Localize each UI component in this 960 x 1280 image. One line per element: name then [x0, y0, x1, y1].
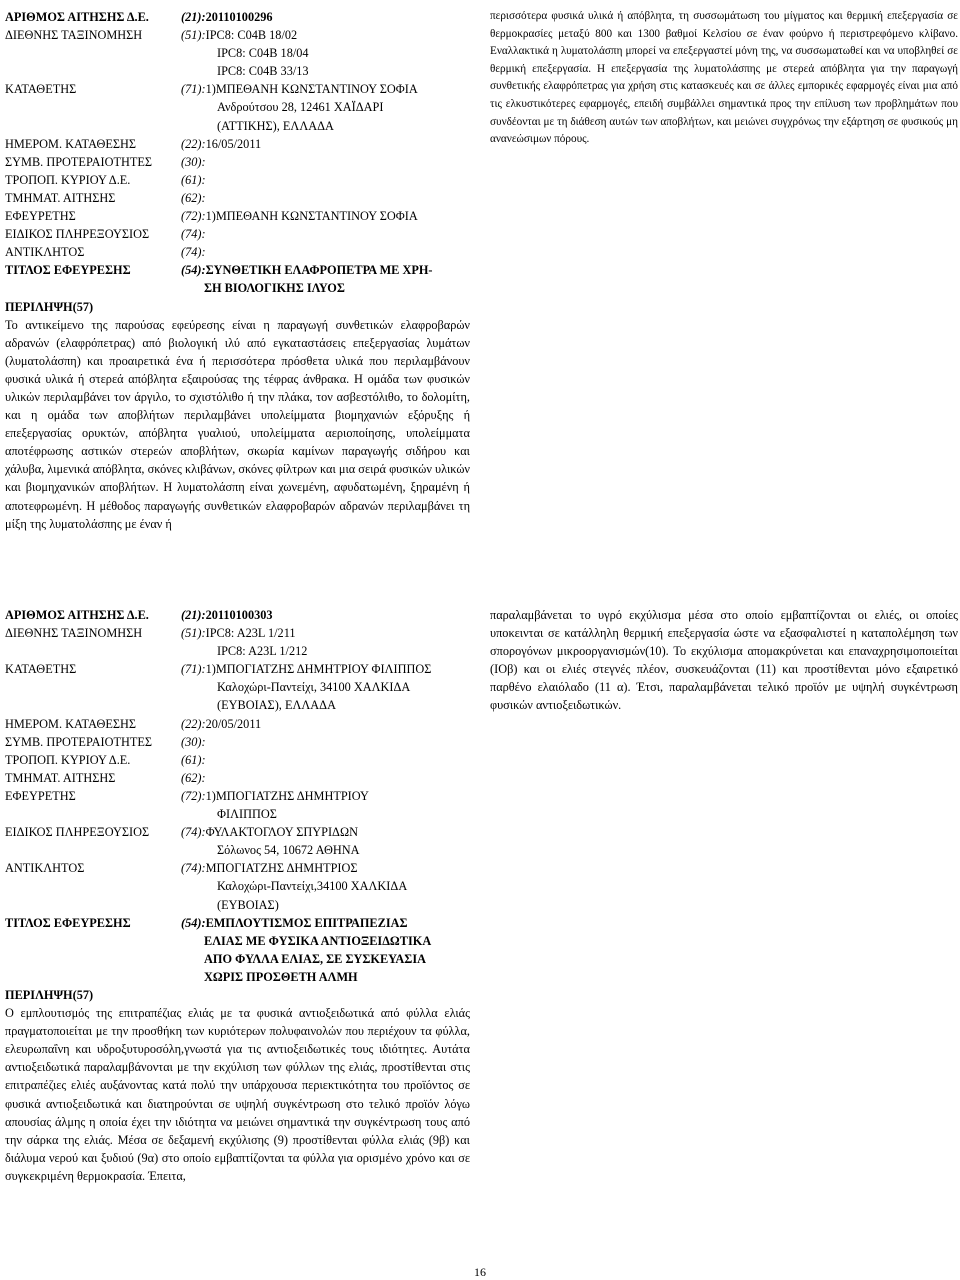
field-continuation: [5, 678, 470, 696]
field-code: (21):: [181, 10, 206, 24]
page-number: 16: [474, 1265, 486, 1279]
field-continuation: [5, 117, 470, 135]
field-row: [5, 207, 470, 225]
field-label: [5, 98, 181, 116]
field-continuation: [5, 896, 470, 914]
invention-title-continued: ΑΠΟ ΦΥΛΛΑ ΕΛΙΑΣ, ΣΕ ΣΥΣΚΕΥΑΣΙΑ: [204, 951, 426, 966]
field-row: [5, 80, 470, 98]
field-row: [5, 733, 470, 751]
field-label: ΣΥΜΒ. ΠΡΟΤΕΡΑΙΟΤΗΤΕΣ: [5, 154, 153, 169]
field-label: ΤΡΟΠΟΠ. ΚΥΡΙΟΥ Δ.Ε.: [5, 752, 131, 767]
field-code: (22):: [181, 716, 206, 731]
field-code: (62):: [181, 190, 206, 205]
field-label: [5, 642, 181, 660]
field-label: ΤΙΤΛΟΣ ΕΦΕΥΡΕΣΗΣ: [5, 263, 131, 278]
field-label: ΑΡΙΘΜΟΣ ΑΙΤΗΣΗΣ Δ.Ε.: [5, 10, 149, 24]
abstract-text-continued: παραλαμβάνεται το υγρό εκχύλισμα μέσα στο οποίο εμβαπτίζονται οι ελιές, οι οποίες υποκεινται σε κατάλληλη θερμική επεξεργασία ώστε να εξασφαλιστεί η καταπολέμηση των σπορογόνων μικροοργανισμών(10). Το εκχύλισμα απομακρύνεται και επαναχρησιμοποιείται (ΙΟβ) και οι ελιές στεγνές πλέον, συσκευάζονται (11) και προστίθενται μόνο εξαιρετικό παρθένο ελαιόλαδο (11 α). Έτσι, παραλαμβάνεται τελικό προϊόν με υψηλή συγκέντρωση φυσικών αντιοξειδωτικών.: [490, 608, 958, 713]
field-value: IPC8: A23L 1/212: [217, 644, 308, 659]
field-code: (71):: [181, 82, 206, 97]
field-label: ΤΡΟΠΟΠ. ΚΥΡΙΟΥ Δ.Ε.: [5, 172, 131, 187]
field-code: (51):: [181, 626, 206, 641]
field-label: ΔΙΕΘΝΗΣ ΤΑΞΙΝΟΜΗΣΗ: [5, 28, 143, 43]
field-label: [5, 877, 181, 895]
field-row: [5, 859, 470, 877]
field-code: (54):: [181, 263, 206, 278]
field-code: (30):: [181, 734, 206, 749]
field-row: [5, 26, 470, 44]
field-code: (74):: [181, 825, 206, 840]
field-value: 1)ΜΠΕΘΑΝΗ ΚΩΝΣΤΑΝΤΙΝΟΥ ΣΟΦΙΑ: [205, 209, 418, 224]
field-label: [5, 44, 181, 62]
field-label: ΑΝΤΙΚΛΗΤΟΣ: [5, 861, 85, 876]
field-label: [5, 696, 181, 714]
field-label: ΤΙΤΛΟΣ ΕΦΕΥΡΕΣΗΣ: [5, 915, 131, 930]
field-value: IPC8: C04B 18/04: [217, 46, 309, 61]
field-code: (74):: [181, 861, 206, 876]
field-label: ΚΑΤΑΘΕΤΗΣ: [5, 662, 77, 677]
invention-title-row: [5, 261, 470, 279]
field-label: [5, 805, 181, 823]
abstract-heading: ΠΕΡΙΛΗΨΗ(57): [5, 299, 94, 314]
field-code: (71):: [181, 662, 206, 677]
field-value: IPC8: A23L 1/211: [205, 626, 296, 641]
field-label: [5, 841, 181, 859]
invention-title: ΕΜΠΛΟΥΤΙΣΜΟΣ ΕΠΙΤΡΑΠΕΖΙΑΣ: [205, 915, 408, 930]
field-code: (61):: [181, 172, 206, 187]
field-label: [5, 62, 181, 80]
field-row: [5, 660, 470, 678]
field-continuation: [5, 44, 470, 62]
field-row: [5, 787, 470, 805]
field-value: 20/05/2011: [205, 716, 262, 731]
field-code: (61):: [181, 752, 206, 767]
field-value: 1)ΜΠΟΓΙΑΤΖΗΣ ΔΗΜΗΤΡΙΟΥ: [205, 788, 369, 803]
record-1-bibliographic: [5, 8, 470, 533]
invention-title: ΣΥΝΘΕΤΙΚΗ ΕΛΑΦΡΟΠΕΤΡΑ ΜΕ ΧΡΗ-: [205, 263, 433, 278]
field-continuation: [5, 805, 470, 823]
field-row: [5, 823, 470, 841]
field-row: [5, 606, 470, 624]
field-value: 20110100303: [205, 608, 273, 622]
invention-title-continued: ΕΛΙΑΣ ΜΕ ΦΥΣΙΚΑ ΑΝΤΙΟΞΕΙΔΩΤΙΚΑ: [204, 933, 432, 948]
field-label: ΤΜΗΜΑΤ. ΑΙΤΗΣΗΣ: [5, 770, 116, 785]
field-label: ΑΝΤΙΚΛΗΤΟΣ: [5, 245, 85, 260]
abstract-text: Το αντικείμενο της παρούσας εφεύρεσης είναι η παραγωγή συνθετικών ελαφροβαρών αδρανών (ελαφρόπετρας) από βιολογική ιλύ από εγκαταστάσεις επεξεργασίας λυμάτων (λυματολάσπη) και προαιρετικά ένα ή περισσότερα πρόσθετα υλικά που περιλαμβάνουν φυσικά υλικά ή στερεά απόβλητα εξαιρούσας της τέφρας άνθρακα. Η ομάδα των φυσικών υλικών περιλαμβάνει τον άργιλο, το σχιστόλιθο ή την πλάκα, τον ασβεστόλιθο, το δολομίτη, και η ομάδα των αποβλήτων περιλαμβάνει υπολείμματα βιομηχανιών εξόρυξης ή επεξεργασίας ορυκτών, απόβλητα γυαλιού, υπολείμματα αεριοποίησης, υπολείμματα αποτέφρωσης αστικών στερεών αποβλήτων, σκωρία καμίνων παραγωγής σιδήρου και χάλυβα, λιμενικά απόβλητα, σκόνες κλιβάνων, σκόνες φίλτρων και μια σειρά φυσικών υλικών και βιομηχανικών αποβλήτων. Η λυματολάσπη είναι χωνεμένη, αφυδατωμένη, ξηραμένη ή αποτεφρωμένη. Η μέθοδος παραγωγής συνθετικών ελαφροβαρών αδρανών περιλαμβάνει τη μίξη της λυματολάσπης με έναν ή: [5, 317, 470, 531]
field-row: [5, 189, 470, 207]
field-row: [5, 8, 470, 26]
field-value: ΦΥΛΑΚΤΟΓΛΟΥ ΣΠΥΡΙΔΩΝ: [205, 825, 358, 840]
field-row: [5, 715, 470, 733]
abstract-heading: ΠΕΡΙΛΗΨΗ(57): [5, 987, 94, 1002]
field-continuation: [5, 696, 470, 714]
field-value: 16/05/2011: [205, 136, 262, 151]
abstract-text: Ο εμπλουτισμός της επιτραπέζιας ελιάς με τα φυσικά αντιοξειδωτικά από φύλλα ελιάς πραγματοποιείται με την προσθήκη των κυριότερων πολυφαινολών που περιέχουν τα φύλλα, ελευρωπαΐνη και υδροξυτυροσόλη,γνωστά για τις αντιοξειδωτικές τους ιδιότητες. Αυτάτα αντιοξειδωτικά παραλαμβάνονται με την εκχύλιση των φύλλων της ελιάς, προστίθενται στις επιτραπέζιες ελιές αυξάνοντας κατά πολύ την υπάρχουσα περιεκτικότητα του προϊόντος σε φυσικά αντιοξειδωτικά και διατηρούνται σε υψηλή συγκέντρωση στο τελικό προϊόν λόγω απουσίας άλμης η οποία έχει την ιδιότητα να μειώνει σημαντικά την συγκέντρωση τους από την σάρκα της ελιάς. Μέσα σε δεξαμενή εκχύλισης (9) προστίθενται φύλλα ελιάς (9β) και διάλυμα νερού και ξυδιού (9α) στο οποίο εμβαπτίζονται τα φύλλα για ορισμένο χρόνο και σε συγκεκριμένη θερμοκρασία. Έπειτα,: [5, 1006, 470, 1183]
field-label: ΚΑΤΑΘΕΤΗΣ: [5, 82, 77, 97]
field-code: (54):: [181, 915, 206, 930]
field-value: ΜΠΟΓΙΑΤΖΗΣ ΔΗΜΗΤΡΙΟΣ: [205, 861, 358, 876]
field-value: ΦΙΛΙΠΠΟΣ: [217, 807, 277, 822]
field-value: 1)ΜΠΟΓΙΑΤΖΗΣ ΔΗΜΗΤΡΙΟΥ ΦΙΛΙΠΠΟΣ: [205, 662, 432, 677]
field-code: (51):: [181, 28, 206, 43]
field-value: Καλοχώρι-Παντείχι, 34100 ΧΑΛΚΙΔΑ: [217, 680, 411, 695]
record-1-abstract-continued: [490, 8, 958, 149]
field-code: (22):: [181, 136, 206, 151]
field-row: [5, 243, 470, 261]
field-code: (62):: [181, 770, 206, 785]
field-row: [5, 751, 470, 769]
field-continuation: [5, 98, 470, 116]
field-row: [5, 135, 470, 153]
field-row: [5, 624, 470, 642]
field-value: (ΕΥΒΟΙΑΣ): [217, 897, 279, 912]
field-label: ΑΡΙΘΜΟΣ ΑΙΤΗΣΗΣ Δ.Ε.: [5, 608, 149, 622]
field-value: 1)ΜΠΕΘΑΝΗ ΚΩΝΣΤΑΝΤΙΝΟΥ ΣΟΦΙΑ: [205, 82, 418, 97]
field-continuation: [5, 877, 470, 895]
field-label: ΔΙΕΘΝΗΣ ΤΑΞΙΝΟΜΗΣΗ: [5, 626, 143, 641]
field-label: ΤΜΗΜΑΤ. ΑΙΤΗΣΗΣ: [5, 190, 116, 205]
field-label: [5, 678, 181, 696]
field-label: ΗΜΕΡΟΜ. ΚΑΤΑΘΕΣΗΣ: [5, 716, 137, 731]
field-continuation: [5, 642, 470, 660]
invention-title-continued: ΣΗ ΒΙΟΛΟΓΙΚΗΣ ΙΛΥΟΣ: [204, 281, 345, 296]
field-code: (74):: [181, 227, 206, 242]
field-code: (21):: [181, 608, 206, 622]
record-2-bibliographic: [5, 606, 470, 1185]
field-label: ΕΙΔΙΚΟΣ ΠΛΗΡΕΞΟΥΣΙΟΣ: [5, 227, 150, 242]
field-code: (72):: [181, 788, 206, 803]
field-value: Καλοχώρι-Παντείχι,34100 ΧΑΛΚΙΔΑ: [217, 879, 408, 894]
field-label: ΣΥΜΒ. ΠΡΟΤΕΡΑΙΟΤΗΤΕΣ: [5, 734, 153, 749]
record-2-abstract-continued: [490, 606, 958, 715]
field-label: ΕΙΔΙΚΟΣ ΠΛΗΡΕΞΟΥΣΙΟΣ: [5, 825, 150, 840]
field-code: (30):: [181, 154, 206, 169]
field-value: IPC8: C04B 33/13: [217, 64, 309, 79]
field-continuation: [5, 841, 470, 859]
field-value: Σόλωνος 54, 10672 ΑΘΗΝΑ: [217, 843, 360, 858]
field-code: (72):: [181, 209, 206, 224]
field-row: [5, 769, 470, 787]
field-code: (74):: [181, 245, 206, 260]
field-continuation: [5, 62, 470, 80]
field-value: IPC8: C04B 18/02: [205, 28, 298, 43]
field-label: ΕΦΕΥΡΕΤΗΣ: [5, 209, 76, 224]
field-label: ΗΜΕΡΟΜ. ΚΑΤΑΘΕΣΗΣ: [5, 136, 137, 151]
field-row: [5, 171, 470, 189]
field-label: [5, 117, 181, 135]
abstract-text-continued: περισσότερα φυσικά υλικά ή απόβλητα, τη συσσωμάτωση του μίγματος και θερμική επεξεργασία σε θερμοκρασίες μεταξύ 800 και 1300 βαθμοί Κελσίου σε έναν φούρνο ή περιστρεφόμενο κλίβανο. Εναλλακτικά η λυματολάσπη μπορεί να επεξεργαστεί μόνη της, να συσσωματωθεί και να υποβληθεί σε θερμική επεξεργασία. Η επεξεργασία της λυματολάσπης με στερεά απόβλητα για την παραγωγή συνθετικής ελαφρόπετρας για χρήση στις κατασκευές και σε άλλες εμπορικές εφαρμογές είναι μια από τις ελκυστικότερες εφαρμογές, επειδή συμβάλλει σημαντικά προς την επίλυση των προβλημάτων που συνδέονται με τη διάθεση αυτών των αποβλήτων, και μειώνει συγχρόνως την εξάρτηση σε φυσικούς μη ανανεώσιμων πόρους.: [490, 10, 958, 146]
field-row: [5, 153, 470, 171]
field-value: 20110100296: [205, 10, 273, 24]
field-label: ΕΦΕΥΡΕΤΗΣ: [5, 788, 76, 803]
field-value: Ανδρούτσου 28, 12461 ΧΑΪΔΑΡΙ: [217, 100, 384, 115]
invention-title-continued: ΧΩΡΙΣ ΠΡΟΣΘΕΤΗ ΑΛΜΗ: [204, 969, 358, 984]
field-row: [5, 225, 470, 243]
field-value: (ΕΥΒΟΙΑΣ), ΕΛΛΑΔΑ: [217, 698, 336, 713]
field-value: (ΑΤΤΙΚΗΣ), ΕΛΛΑΔΑ: [217, 118, 334, 133]
invention-title-row: [5, 914, 470, 932]
field-label: [5, 896, 181, 914]
